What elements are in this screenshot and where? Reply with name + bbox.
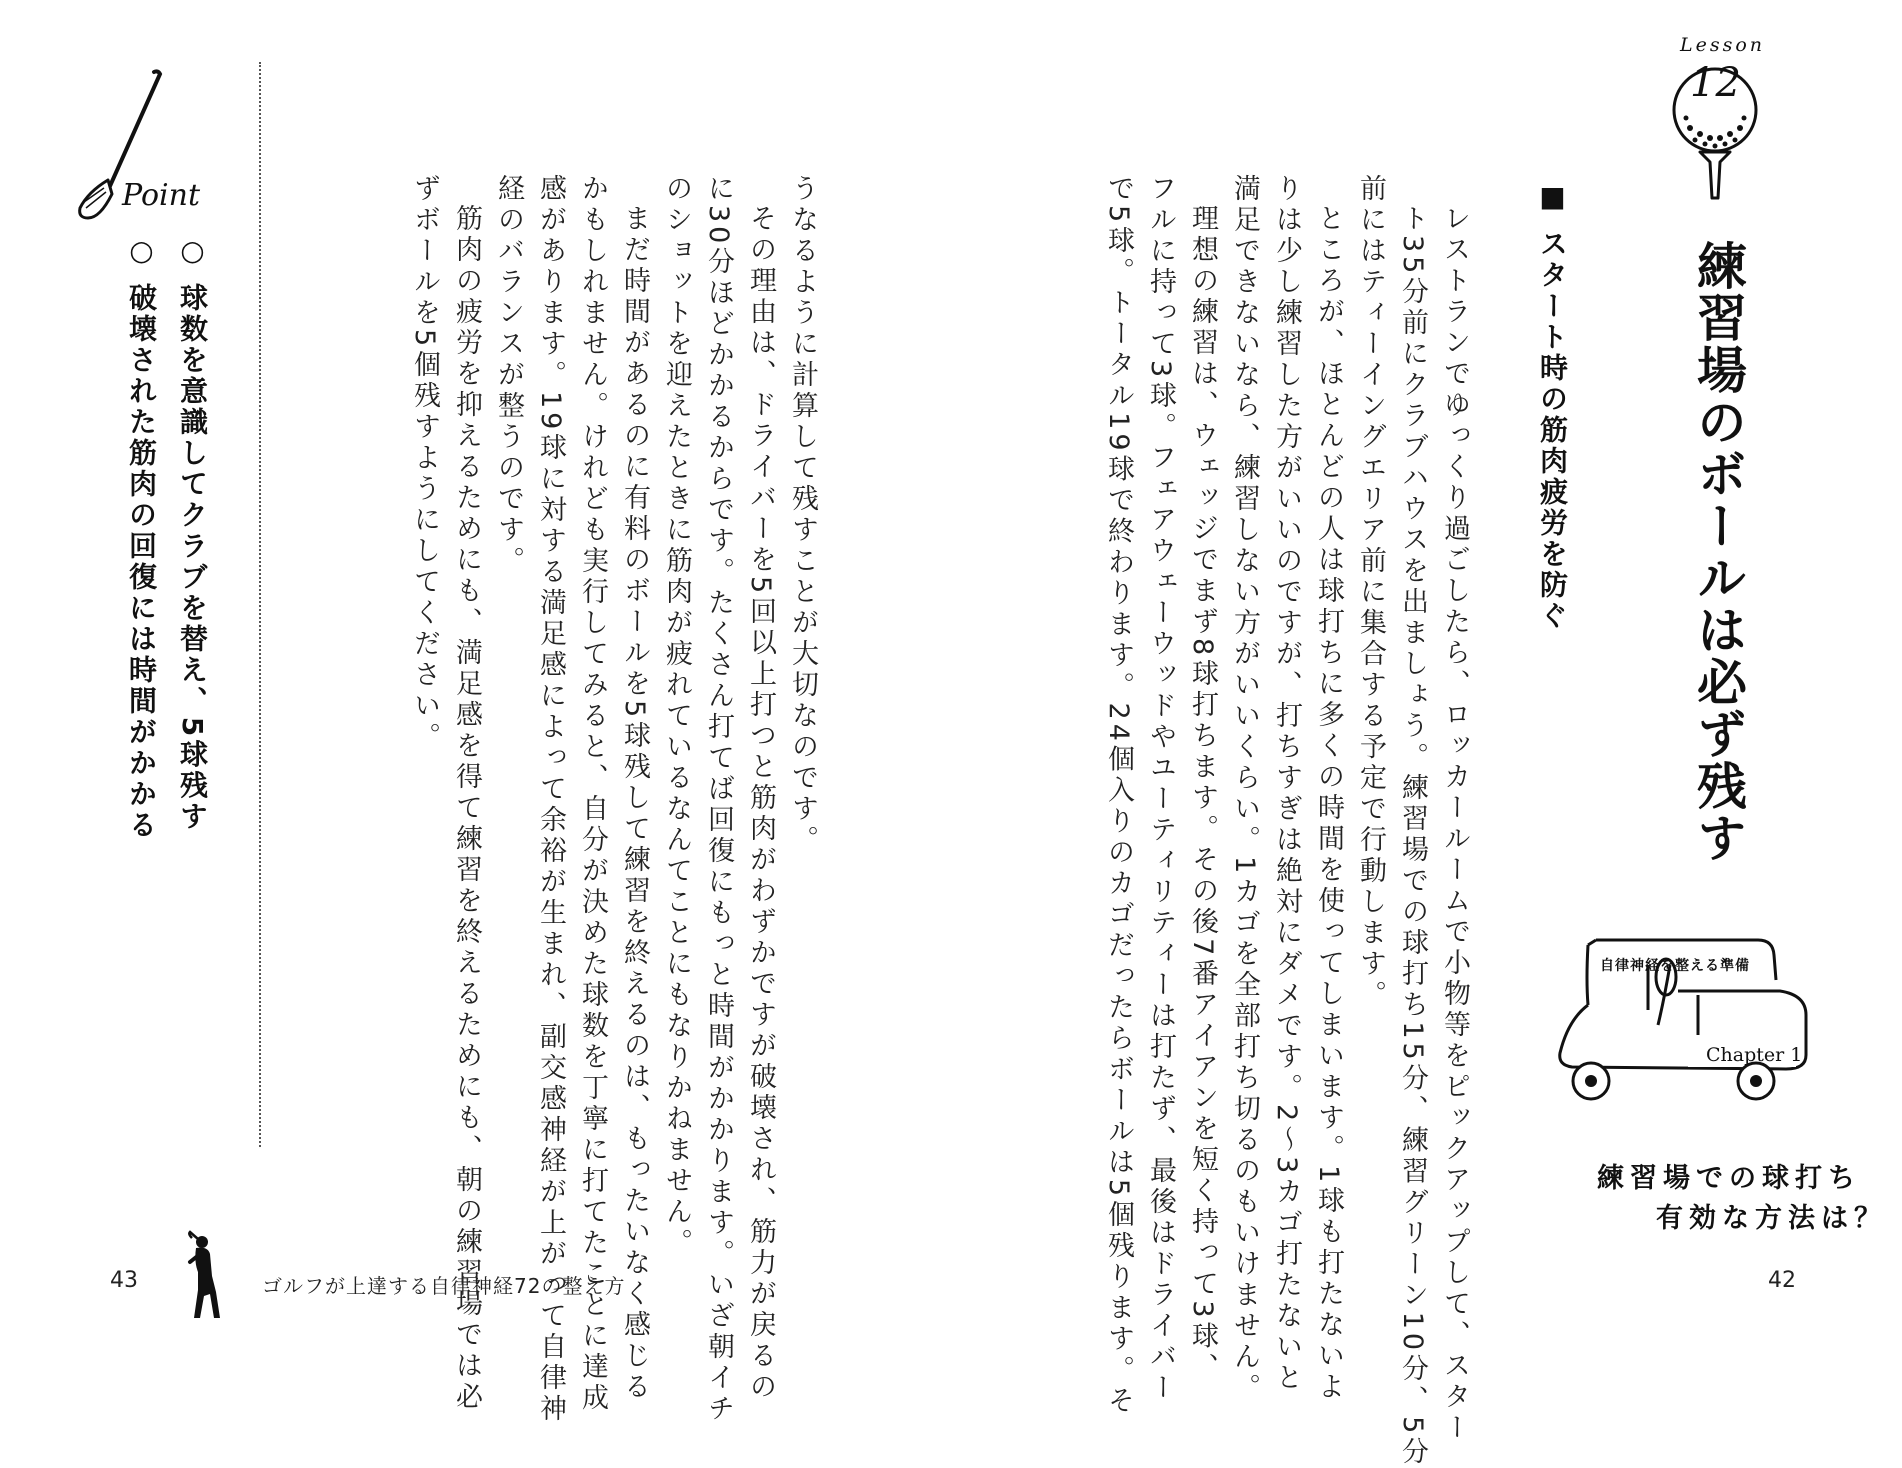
body-line: うなるように計算して残すことが大切なのです。 <box>787 174 818 856</box>
body-line: フルに持って3球。フェアウェーウッドやユーティリティーは打たず、最後はドライバー <box>1145 174 1176 1405</box>
section-subheading: ■ スタート時の筋肉疲労を防ぐ <box>1536 180 1569 632</box>
body-line: ずボールを5個残すようにしてください。 <box>409 174 440 754</box>
point-item: ○ 球数を意識してクラブを替え、5球残す <box>176 234 209 833</box>
page-number-left: 43 <box>110 1268 138 1293</box>
body-line: で5球。トータル19球で終わります。24個入りのカゴだったらボールは5個残ります。そ <box>1103 174 1134 1418</box>
running-head: ゴルフが上達する自律神経72の整え方 <box>262 1274 626 1298</box>
lesson-badge-icon <box>1660 30 1770 210</box>
body-line: ト35分前にクラブハウスを出ましょう。練習場での球打ち15分、練習グリーン10分、5分 <box>1397 204 1428 1468</box>
body-line: 筋肉の疲労を抑えるためにも、満足感を得て練習を終えるためにも、朝の練習場では必 <box>451 204 482 1413</box>
body-line: 前にはティーイングエリア前に集合する予定で行動します。 <box>1355 174 1386 1011</box>
lesson-title: 練習場のボールは必ず残す <box>1689 240 1747 864</box>
cart-caption-line1: 練習場での球打ち <box>1597 1163 1861 1194</box>
body-line: 理想の練習は、ウェッジでまず8球打ちます。その後7番アイアンを短く持って3球、 <box>1187 204 1218 1384</box>
body-line: かもしれません。けれども実行してみると、自分が決めた球数を丁寧に打てたことに達成 <box>577 174 608 1414</box>
page-number-right: 42 <box>1768 1268 1796 1293</box>
body-line: 経のバランスが整うのです。 <box>493 174 524 577</box>
point-divider <box>259 62 261 1147</box>
golfer-silhouette-icon <box>186 1232 226 1322</box>
body-line: ところが、ほとんどの人は球打ちに多くの時間を使ってしまいます。1球も打たないよ <box>1313 204 1344 1404</box>
body-line: まだ時間があるのに有料のボールを5球残して練習を終えるのは、もったいなく感じる <box>619 204 650 1404</box>
point-item: ○ 破壊された筋肉の回復には時間がかかる <box>125 234 158 841</box>
body-line: に30分ほどかかるからです。たくさん打てば回復にもっと時間がかかります。いざ朝イチ <box>703 174 734 1426</box>
body-line: りは少し練習した方がいいのですが、打ちすぎは絶対にダメです。2～3カゴ打たないと <box>1271 174 1302 1395</box>
lesson-number: 12 <box>1690 60 1741 106</box>
lesson-label: Lesson <box>1680 34 1766 56</box>
body-line: その理由は、ドライバーを5回以上打つと筋肉がわずかですが破壊され、筋力が戻るの <box>745 204 776 1404</box>
body-line: レストランでゆっくり過ごしたら、ロッカールームで小物等をピックアップして、スター <box>1439 204 1470 1444</box>
body-line: のショットを迎えたときに筋肉が疲れているなんてことにもなりかねません。 <box>661 174 692 1259</box>
body-line: 満足できないなら、練習しない方がいいくらい。1カゴを全部打ち切るのもいけません。 <box>1229 174 1260 1405</box>
body-line: 感があります。19球に対する満足感によって余裕が生まれ、副交感神経が上がって自律神 <box>535 174 566 1426</box>
cart-roof-label: 自律神経を整える準備 <box>1600 958 1750 974</box>
point-label: Point <box>122 178 201 213</box>
chapter-label: Chapter 1 <box>1706 1044 1803 1066</box>
cart-caption-line2: 有効な方法は？ <box>1656 1203 1887 1234</box>
